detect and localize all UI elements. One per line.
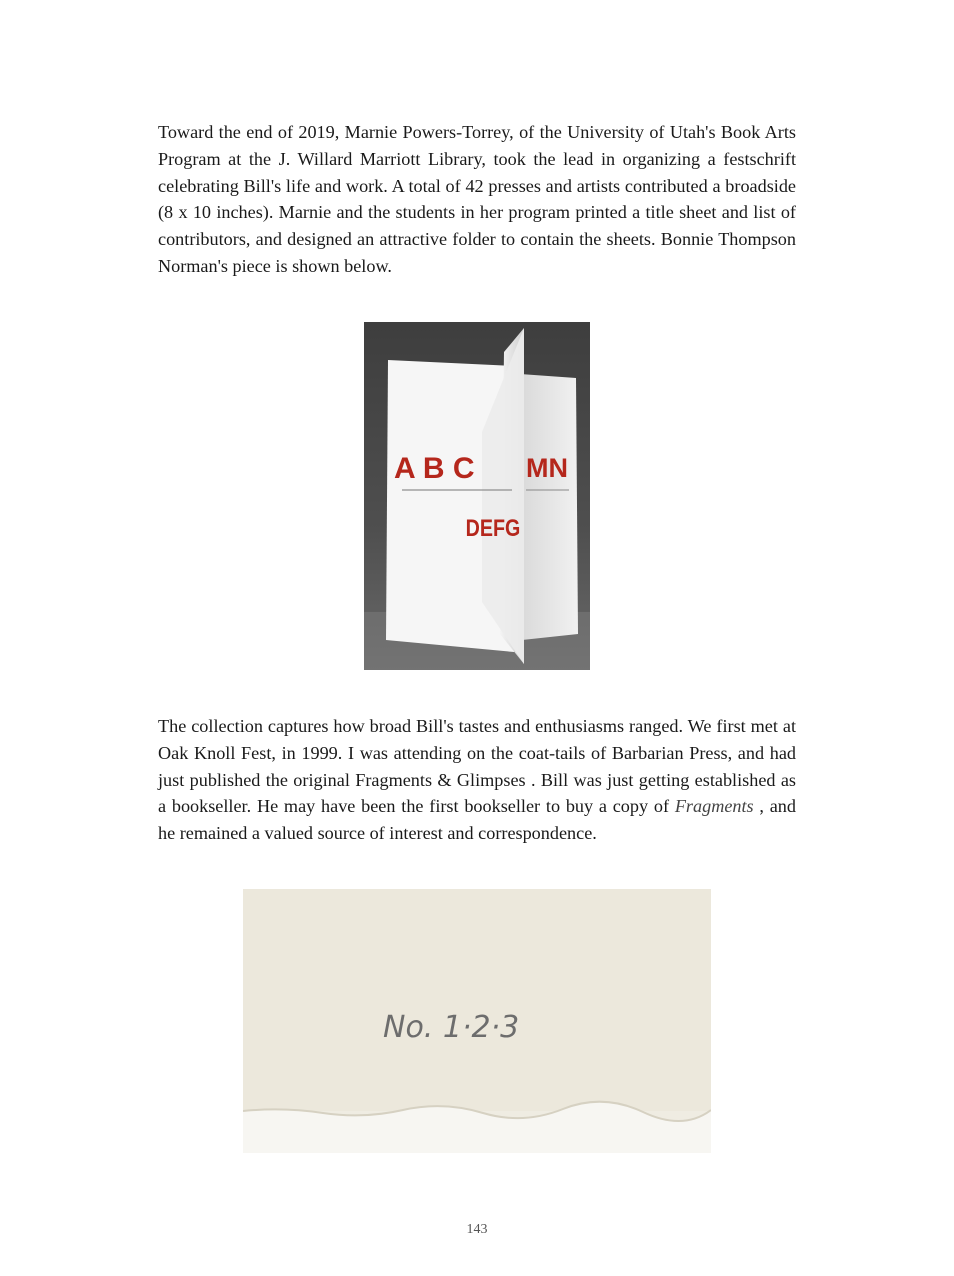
- figure1-letters-right: MN: [526, 453, 568, 483]
- paragraph-1: Toward the end of 2019, Marnie Powers-Torrey, of the University of Utah's Book Arts Program at the J. Willard Marriott Library, took the lead in organizing a festschrift celebrating Bill's life and work. A total of 42 presses and artists contributed a broadside (8 x 10 inches). Marnie and the students in her program printed a title sheet and list of contributors, and designed an attractive folder to contain the sheets. Bonnie Thompson Norman's piece is shown below.: [158, 122, 796, 276]
- page-number: 143: [466, 1222, 488, 1237]
- paragraph-2-italic-title: Fragments: [674, 796, 754, 817]
- figure1-letters-left: A B C: [394, 452, 475, 485]
- photo-handwritten-number: [243, 889, 711, 1153]
- photo-broadside-abc: [364, 322, 590, 670]
- figure2-handwriting: No. 1·2·3: [383, 1010, 520, 1045]
- figure1-letters-bottom: DEFG: [465, 514, 521, 542]
- paragraph-2-text-a: The collection captures how broad Bill's tastes and enthusiasms ranged. We first met at Oak Knoll Fest, in 1999. I was attending on the coat-tails of Barbarian Press, and had just published the original Fragments & Glimpses . Bill was just getting established as a bookseller. He may have been the first bookseller to buy a copy of: [158, 716, 796, 817]
- paragraph-2-text-b: , and he remained a valued source of interest and correspondence.: [158, 796, 796, 844]
- paragraph-2: [158, 713, 796, 847]
